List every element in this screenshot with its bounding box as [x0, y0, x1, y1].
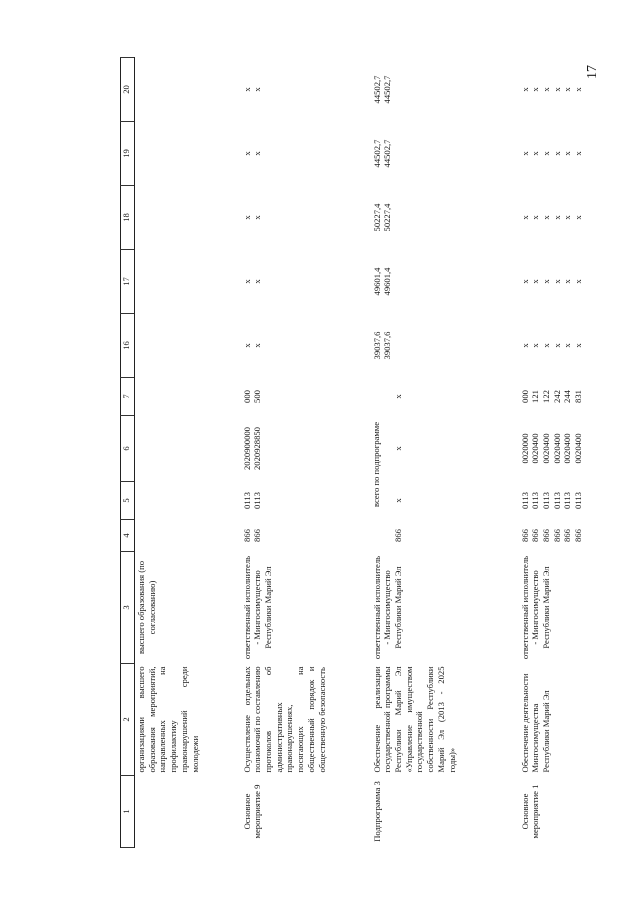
cell-line: 0020400: [562, 433, 573, 464]
col-header: 19: [121, 122, 135, 186]
cell-line: x: [562, 151, 573, 156]
cell-line: 44502,7: [371, 139, 382, 168]
table-row: [135, 58, 241, 848]
cell-line: x: [573, 215, 584, 220]
cell-line: x: [573, 87, 584, 92]
cell-line: x: [540, 343, 551, 348]
cell-line: x: [562, 279, 573, 284]
cell-line: 500: [252, 390, 263, 403]
cell-line: 0113: [540, 492, 551, 509]
subprogram-codes: [393, 378, 404, 552]
cell-line: 000: [519, 390, 530, 403]
col-header: 7: [121, 378, 135, 416]
cell-line: 49601,4: [371, 267, 382, 296]
cell-line: x: [551, 87, 562, 92]
cell-line: 39037,6: [382, 331, 393, 360]
cell-line: 0113: [551, 492, 562, 509]
year-cell: [371, 58, 519, 122]
col-header: 5: [121, 482, 135, 520]
csr-cell: x: [393, 446, 404, 451]
cell-line: 831: [573, 390, 584, 403]
cell-line: x: [530, 215, 541, 220]
cell-line: x: [573, 279, 584, 284]
cell-line: x: [241, 87, 252, 92]
grbs-cell: [519, 520, 629, 552]
col-header: 6: [121, 416, 135, 482]
row-executor: ответственный исполнитель - Мингосимущество Республики Марий Эл: [519, 555, 551, 660]
rz-cell: [519, 482, 629, 520]
cell-line: 0020400: [530, 433, 541, 464]
cell-line: 0020400: [573, 433, 584, 464]
cell-line: x: [252, 215, 263, 220]
year-cell: [519, 250, 629, 314]
cell-line: 0020000: [519, 433, 530, 464]
row-code: Основное мероприятие 1: [519, 784, 541, 839]
cell-line: 0020400: [551, 433, 562, 464]
cell-line: x: [252, 343, 263, 348]
rotated-table-page: [120, 58, 625, 848]
cell-line: x: [562, 215, 573, 220]
cell-line: x: [540, 87, 551, 92]
year-cell: [241, 58, 371, 122]
cell-line: 0113: [530, 492, 541, 509]
page-number: 17: [585, 65, 600, 79]
cell-line: x: [551, 279, 562, 284]
program-table: [120, 57, 629, 848]
cell-line: x: [252, 279, 263, 284]
csr-cell: [241, 416, 371, 482]
row-description: Обеспечение деятельности Мингосимущества Республики Марий Эл: [519, 673, 551, 773]
row-executor: высшего образования (по согласованию): [136, 560, 157, 655]
cell-line: x: [252, 151, 263, 156]
cell-line: 44502,7: [371, 75, 382, 104]
row-description: Осуществление отдельных полномочий по составлению протоколов об административных правонарушениях, посягающих на общественный порядок и общественную безопасность: [241, 666, 327, 773]
cell-line: 866: [562, 529, 573, 542]
row-code: [135, 776, 241, 848]
col-header: 3: [121, 552, 135, 664]
cell-line: 866: [252, 529, 263, 542]
year-cell: [371, 122, 519, 186]
cell-line: x: [530, 87, 541, 92]
year-cell: [371, 186, 519, 250]
year-cell: [519, 58, 629, 122]
cell-line: 0113: [241, 492, 252, 509]
cell-line: 244: [562, 390, 573, 403]
year-cell: [371, 250, 519, 314]
cell-line: 0020400: [540, 433, 551, 464]
vr-cell: [241, 378, 371, 416]
cell-line: x: [519, 87, 530, 92]
year-cell: [241, 186, 371, 250]
cell-line: 44502,7: [382, 75, 393, 104]
cell-line: x: [519, 279, 530, 284]
cell-line: x: [562, 343, 573, 348]
cell-line: x: [519, 151, 530, 156]
cell-line: x: [540, 279, 551, 284]
table-row: [371, 58, 519, 848]
cell-line: 0113: [573, 492, 584, 509]
subprogram-total-label: всего по подпрограмме: [370, 421, 381, 508]
year-cell: [371, 314, 519, 378]
year-cell: [519, 314, 629, 378]
table-row: [241, 58, 371, 848]
year-cell: [519, 186, 629, 250]
cell-line: x: [540, 151, 551, 156]
rz-cell: x: [393, 498, 404, 503]
col-header: 1: [121, 776, 135, 848]
cell-line: 866: [573, 529, 584, 542]
year-cell: [519, 122, 629, 186]
cell-line: x: [530, 279, 541, 284]
cell-line: x: [562, 87, 573, 92]
cell-line: 121: [530, 390, 541, 403]
cell-line: 50227,4: [371, 203, 382, 232]
column-number-header: [121, 58, 135, 848]
year-cell: [241, 250, 371, 314]
csr-cell: [519, 416, 629, 482]
cell-line: x: [573, 343, 584, 348]
cell-line: x: [551, 343, 562, 348]
cell-line: x: [551, 215, 562, 220]
col-header: 17: [121, 250, 135, 314]
cell-line: x: [241, 151, 252, 156]
cell-line: 2020900000: [241, 427, 252, 470]
col-header: 18: [121, 186, 135, 250]
col-header: 4: [121, 520, 135, 552]
row-description: организациями высшего образования мероприятий, направленных на профилактику правонарушений среди молодежи: [136, 666, 200, 773]
cell-line: x: [540, 215, 551, 220]
cell-line: 50227,4: [382, 203, 393, 232]
year-cell: [241, 122, 371, 186]
cell-line: x: [241, 279, 252, 284]
cell-line: 866: [241, 529, 252, 542]
row-code: Основное мероприятие 9: [241, 784, 263, 839]
col-header: 2: [121, 664, 135, 776]
cell-line: x: [530, 343, 541, 348]
cell-line: 49601,4: [382, 267, 393, 296]
row-description: Обеспечение реализации государственной программы Республики Марий Эл «Управление имуществом государственной собственности Республики Марий Эл (2013 - 2025 годы)»: [371, 666, 457, 773]
col-header: 16: [121, 314, 135, 378]
cell-line: x: [551, 151, 562, 156]
grbs-cell: 866: [393, 529, 404, 542]
cell-line: 0113: [519, 492, 530, 509]
cell-line: x: [530, 151, 541, 156]
vr-cell: x: [393, 394, 404, 399]
grbs-cell: [241, 520, 371, 552]
cell-line: x: [241, 215, 252, 220]
cell-line: 866: [540, 529, 551, 542]
table-row: [519, 58, 629, 848]
vr-cell: [519, 378, 629, 416]
cell-line: x: [519, 215, 530, 220]
rz-cell: [241, 482, 371, 520]
cell-line: 866: [530, 529, 541, 542]
row-code: Подпрограмма 3: [371, 781, 382, 842]
cell-line: x: [519, 343, 530, 348]
cell-line: 242: [551, 390, 562, 403]
cell-line: x: [252, 87, 263, 92]
cell-line: 0113: [252, 492, 263, 509]
budget-code-block: [371, 378, 519, 552]
cell-line: 866: [551, 529, 562, 542]
cell-line: 000: [241, 390, 252, 403]
row-executor: ответственный исполнитель - Мингосимущество Республики Марий Эл: [241, 555, 273, 660]
cell-line: 866: [519, 529, 530, 542]
cell-line: 2020928850: [252, 427, 263, 470]
year-cell: [241, 314, 371, 378]
cell-line: 44502,7: [382, 139, 393, 168]
row-executor: ответственный исполнитель - Мингосимущество Республики Марий Эл: [371, 555, 403, 660]
cell-line: x: [573, 151, 584, 156]
cell-line: 122: [540, 390, 551, 403]
cell-line: 39037,6: [371, 331, 382, 360]
col-header: 20: [121, 58, 135, 122]
cell-line: x: [241, 343, 252, 348]
cell-line: 0113: [562, 492, 573, 509]
